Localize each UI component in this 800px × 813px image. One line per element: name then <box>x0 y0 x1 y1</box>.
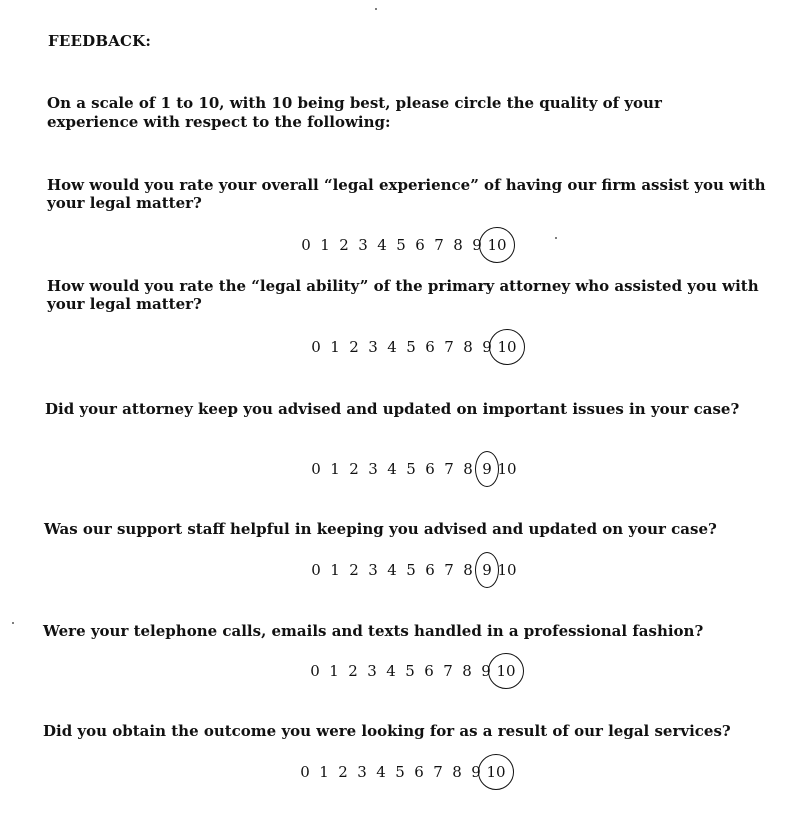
rating-option[interactable]: 6 <box>425 561 435 579</box>
rating-option[interactable]: 1 <box>330 338 340 356</box>
rating-option[interactable]: 6 <box>424 662 434 680</box>
rating-option[interactable]: 10 <box>497 460 517 478</box>
rating-option[interactable]: 1 <box>329 662 339 680</box>
question-5-text: Were your telephone calls, emails and texts handled in a professional fashion? <box>43 622 704 640</box>
question-6-rating-scale[interactable] <box>295 760 512 784</box>
rating-option[interactable]: 5 <box>405 662 415 680</box>
rating-option[interactable]: 6 <box>425 338 435 356</box>
question-1-rating-scale[interactable] <box>296 233 513 257</box>
rating-option[interactable]: 3 <box>367 662 377 680</box>
rating-option[interactable]: 3 <box>357 763 367 781</box>
rating-option[interactable]: 9 <box>482 460 492 478</box>
rating-option[interactable]: 8 <box>462 662 472 680</box>
scan-speck <box>555 237 557 239</box>
rating-option[interactable]: 1 <box>330 460 340 478</box>
question-4-rating-scale[interactable] <box>306 558 523 582</box>
question-5-rating-scale[interactable] <box>305 659 522 683</box>
scan-speck <box>375 8 377 10</box>
rating-option[interactable]: 8 <box>453 236 463 254</box>
rating-option[interactable]: 1 <box>330 561 340 579</box>
rating-option[interactable]: 7 <box>434 236 444 254</box>
rating-option[interactable]: 4 <box>387 460 397 478</box>
rating-option[interactable]: 0 <box>300 763 310 781</box>
question-6-text: Did you obtain the outcome you were looking for as a result of our legal services? <box>43 722 731 740</box>
rating-option[interactable]: 10 <box>486 763 506 781</box>
scan-speck <box>12 622 14 624</box>
rating-option[interactable]: 2 <box>349 338 359 356</box>
question-1-text: How would you rate your overall “legal experience” of having our firm assist you with your legal matter? <box>47 176 766 212</box>
rating-option[interactable]: 7 <box>433 763 443 781</box>
rating-option[interactable]: 0 <box>311 460 321 478</box>
rating-option[interactable]: 4 <box>387 561 397 579</box>
rating-option[interactable]: 3 <box>358 236 368 254</box>
question-2-rating-scale[interactable] <box>306 335 523 359</box>
rating-option[interactable]: 2 <box>349 460 359 478</box>
rating-option[interactable]: 4 <box>386 662 396 680</box>
rating-option[interactable]: 10 <box>487 236 507 254</box>
rating-option[interactable]: 0 <box>301 236 311 254</box>
rating-option[interactable]: 7 <box>444 561 454 579</box>
rating-option[interactable]: 8 <box>463 561 473 579</box>
rating-option[interactable]: 1 <box>320 236 330 254</box>
question-3-text: Did your attorney keep you advised and updated on important issues in your case? <box>45 400 740 418</box>
rating-option[interactable]: 6 <box>425 460 435 478</box>
rating-option[interactable]: 7 <box>443 662 453 680</box>
rating-option[interactable]: 5 <box>406 338 416 356</box>
rating-option[interactable]: 2 <box>349 561 359 579</box>
rating-option[interactable]: 6 <box>415 236 425 254</box>
rating-option[interactable]: 9 <box>482 338 492 356</box>
question-3-rating-scale[interactable] <box>306 457 523 481</box>
rating-option[interactable]: 9 <box>482 561 492 579</box>
rating-option[interactable]: 4 <box>377 236 387 254</box>
rating-option[interactable]: 5 <box>395 763 405 781</box>
rating-option[interactable]: 2 <box>348 662 358 680</box>
rating-option[interactable]: 10 <box>496 662 516 680</box>
rating-option[interactable]: 3 <box>368 338 378 356</box>
rating-option[interactable]: 3 <box>368 460 378 478</box>
form-instructions: On a scale of 1 to 10, with 10 being best, please circle the quality of your experience with respect to the following: <box>47 94 662 131</box>
rating-option[interactable]: 4 <box>387 338 397 356</box>
question-2-text: How would you rate the “legal ability” of the primary attorney who assisted you with your legal matter? <box>47 277 759 313</box>
rating-option[interactable]: 9 <box>471 763 481 781</box>
rating-option[interactable]: 0 <box>310 662 320 680</box>
rating-option[interactable]: 2 <box>338 763 348 781</box>
rating-option[interactable]: 7 <box>444 338 454 356</box>
rating-option[interactable]: 2 <box>339 236 349 254</box>
rating-option[interactable]: 4 <box>376 763 386 781</box>
rating-option[interactable]: 0 <box>311 338 321 356</box>
rating-option[interactable]: 0 <box>311 561 321 579</box>
rating-option[interactable]: 9 <box>481 662 491 680</box>
rating-option[interactable]: 8 <box>452 763 462 781</box>
rating-option[interactable]: 1 <box>319 763 329 781</box>
rating-option[interactable]: 5 <box>396 236 406 254</box>
rating-option[interactable]: 5 <box>406 561 416 579</box>
rating-option[interactable]: 10 <box>497 561 517 579</box>
rating-option[interactable]: 10 <box>497 338 517 356</box>
rating-option[interactable]: 7 <box>444 460 454 478</box>
rating-option[interactable]: 3 <box>368 561 378 579</box>
rating-option[interactable]: 9 <box>472 236 482 254</box>
question-4-text: Was our support staff helpful in keeping you advised and updated on your case? <box>44 520 717 538</box>
rating-option[interactable]: 8 <box>463 338 473 356</box>
form-heading: FEEDBACK: <box>48 32 152 50</box>
rating-option[interactable]: 6 <box>414 763 424 781</box>
rating-option[interactable]: 8 <box>463 460 473 478</box>
rating-option[interactable]: 5 <box>406 460 416 478</box>
